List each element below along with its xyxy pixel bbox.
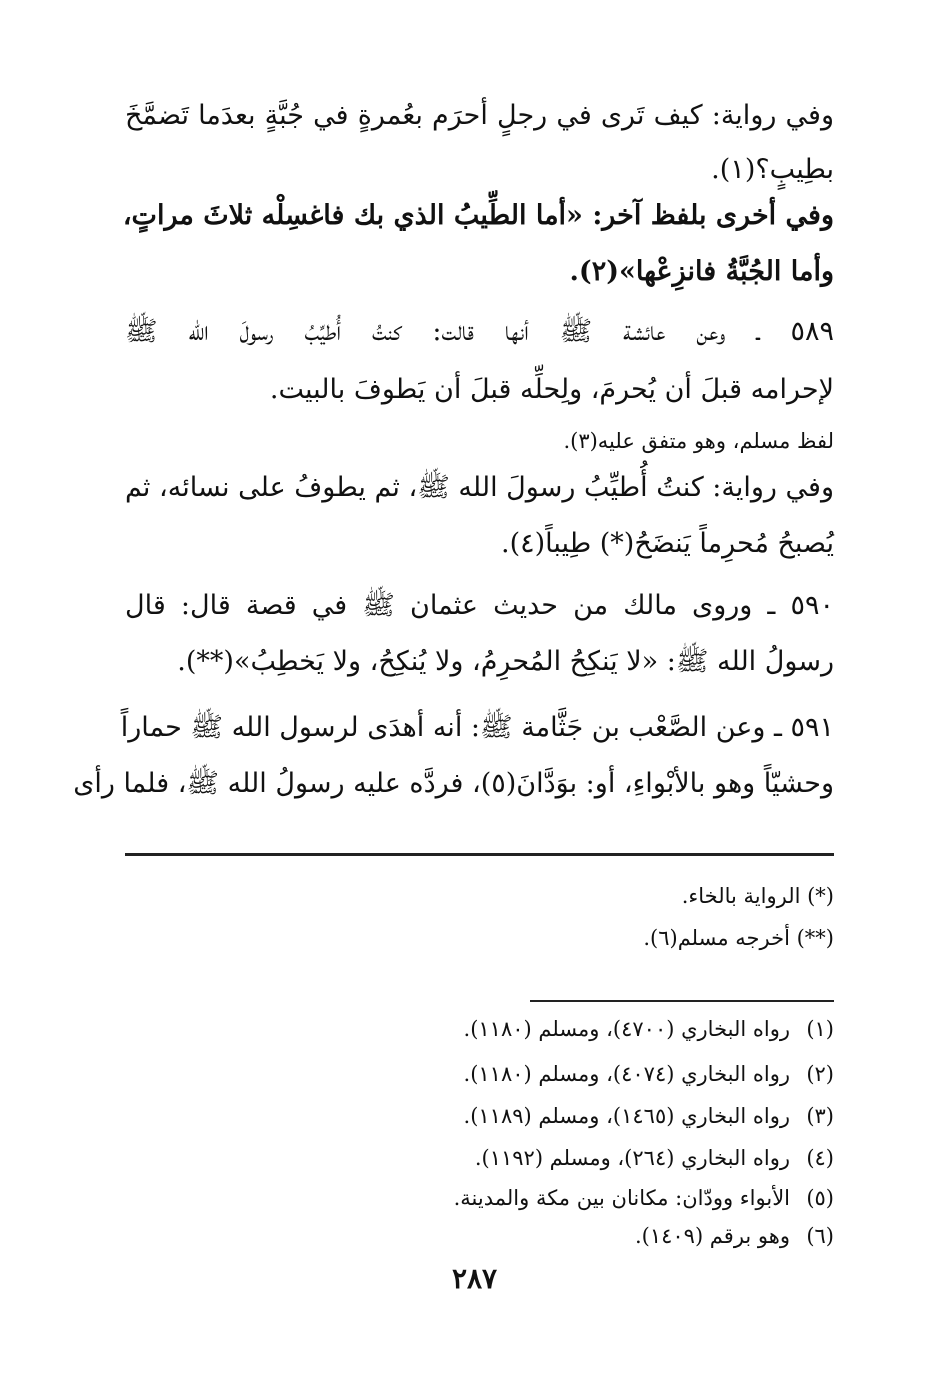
- page-number: ٢٨٧: [451, 1262, 498, 1295]
- footnote-4: [380, 1142, 834, 1174]
- hadith-590-line-2: رسولُ الله ﷺ: «لا يَنكِحُ المُحرِمُ، ولا يُنكِحُ، ولا يَخطِبُ»(**).: [177, 646, 834, 677]
- hadith-589-line-1: ٥٨٩ ـ وعن عائشة ﷺ أنها قالت: كنتُ أُطيِّبُ رسولَ الله ﷺ: [125, 316, 834, 347]
- footnote-number: (٥): [806, 1186, 834, 1210]
- note-star-1: (*) الرواية بالخاء.: [681, 884, 834, 908]
- footnote-text: وهو برقم (١٤٠٩).: [634, 1224, 790, 1248]
- footnote-number: (١): [806, 1017, 834, 1041]
- footnote-number: (٤): [806, 1146, 834, 1170]
- hadith-591-line-2: وحشيّاً وهو بالأبْواءِ، أو: بوَدَّانَ(٥)، فردَّه عليه رسولُ الله ﷺ، فلما رأى: [73, 768, 834, 799]
- footnote-text: رواه البخاري (١٤٦٥)، ومسلم (١١٨٩).: [463, 1104, 790, 1128]
- notes-separator: [125, 853, 834, 856]
- hadith-589-source: لفظ مسلم، وهو متفق عليه(٣).: [563, 429, 834, 453]
- footnote-text: الأبواء وودّان: مكانان بين مكة والمدينة.: [453, 1186, 790, 1210]
- hadith-589-riwaya-line-2: يُصبحُ مُحرِماً يَنضَحُ(*) طِيباً(٤).: [501, 528, 834, 559]
- footnote-5: [380, 1182, 834, 1214]
- footnote-text: رواه البخاري (٤٠٧٤)، ومسلم (١١٨٠).: [463, 1062, 790, 1086]
- body-line-3: وفي أخرى بلفظ آخر: «أما الطِّيبُ الذي بك فاغسِلْه ثلاثَ مراتٍ،: [122, 200, 834, 231]
- body-line-4: وأما الجُبَّةُ فانزِعْها»(٢).: [569, 256, 834, 287]
- footnote-1: [380, 1013, 834, 1045]
- hadith-589-riwaya-line-1: وفي رواية: كنتُ أُطيِّبُ رسولَ الله ﷺ، ثم يطوفُ على نسائه، ثم: [124, 472, 834, 503]
- body-line-2: بطِيبٍ؟(١).: [711, 154, 834, 185]
- footnote-3: [380, 1100, 834, 1132]
- hadith-591-line-1: ٥٩١ ـ وعن الصَّعْب بن جَثَّامة ﷺ: أنه أهدَى لرسول الله ﷺ حماراً: [120, 712, 834, 743]
- footnote-number: (٦): [806, 1224, 834, 1248]
- body-line-1: وفي رواية: كيف تَرى في رجلٍ أحرَم بعُمرةٍ في جُبَّةٍ بعدَما تَضمَّخَ: [125, 100, 834, 131]
- note-star-2: (**) أخرجه مسلم(٦).: [643, 926, 834, 950]
- hadith-589-line-2: لإحرامه قبلَ أن يُحرمَ، ولِحلِّه قبلَ أن يَطوفَ بالبيت.: [269, 374, 834, 405]
- footnotes-separator: [530, 1000, 834, 1002]
- footnote-number: (٢): [806, 1062, 834, 1086]
- footnote-text: رواه البخاري (٢٦٤)، ومسلم (١١٩٢).: [474, 1146, 790, 1170]
- footnote-text: رواه البخاري (٤٧٠٠)، ومسلم (١١٨٠).: [463, 1017, 790, 1041]
- footnote-6: [380, 1220, 834, 1252]
- footnote-number: (٣): [806, 1104, 834, 1128]
- footnote-2: [380, 1058, 834, 1090]
- hadith-590-line-1: ٥٩٠ ـ وروى مالك من حديث عثمان ﷺ في قصة قال: قال: [125, 590, 834, 621]
